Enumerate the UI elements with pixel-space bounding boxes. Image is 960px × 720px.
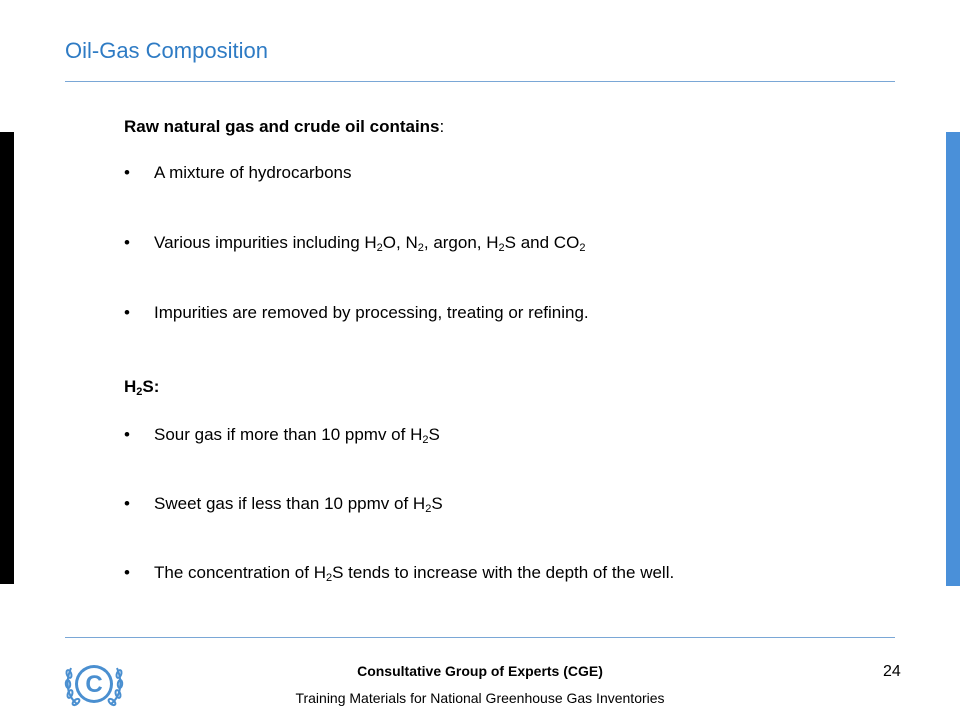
- section1-heading: [124, 117, 444, 137]
- left-accent-bar: [0, 132, 14, 584]
- slide-title: Oil-Gas Composition: [65, 38, 268, 63]
- subscript: 2: [498, 242, 505, 254]
- subscript: 2: [417, 242, 424, 254]
- section2-heading-bold: [124, 377, 159, 396]
- text-run: Sweet gas if less than 10 ppmv of H: [154, 494, 426, 513]
- text-run: , argon, H: [423, 233, 499, 252]
- title-divider: [65, 81, 895, 82]
- text-run: Various impurities including H: [154, 233, 377, 252]
- subscript: 2: [425, 503, 432, 515]
- subscript: 2: [422, 434, 429, 446]
- text-run: S:: [142, 377, 160, 396]
- bullet-icon: •: [124, 163, 130, 182]
- footer-subtitle: Training Materials for National Greenhouse Gas Inventories: [295, 690, 665, 706]
- bullet-icon: •: [124, 563, 130, 582]
- bullet-text: [154, 233, 585, 253]
- bullet-icon: •: [124, 233, 130, 252]
- subscript: 2: [579, 242, 586, 254]
- bullet-text: Impurities are removed by processing, treating or refining.: [154, 303, 589, 322]
- footer-divider: [65, 637, 895, 638]
- text-run: The concentration of H: [154, 563, 326, 582]
- footer-organization: Consultative Group of Experts (CGE): [357, 663, 603, 679]
- text-run: S: [428, 425, 440, 444]
- logo-letter: C: [85, 671, 103, 698]
- text-run: Sour gas if more than 10 ppmv of H: [154, 425, 423, 444]
- bullet-icon: •: [124, 425, 130, 444]
- bullet-icon: •: [124, 494, 130, 513]
- right-accent-bar: [946, 132, 960, 586]
- page-number: 24: [883, 663, 901, 680]
- text-run: S and CO: [504, 233, 580, 252]
- subscript: 2: [376, 242, 383, 254]
- bullet-text: [154, 494, 443, 514]
- text-run: H: [124, 377, 137, 396]
- section1-heading-colon: :: [439, 117, 445, 136]
- section1-heading-bold: Raw natural gas and crude oil contains: [124, 117, 440, 136]
- bullet-icon: •: [124, 303, 130, 322]
- text-run: S: [431, 494, 443, 513]
- text-run: S tends to increase with the depth of the well.: [332, 563, 675, 582]
- section2-heading: [124, 377, 159, 397]
- bullet-text: [154, 425, 440, 445]
- text-run: O, N: [382, 233, 418, 252]
- subscript: 2: [136, 386, 143, 398]
- bullet-text: A mixture of hydrocarbons: [154, 163, 352, 182]
- bullet-text: [154, 563, 674, 583]
- subscript: 2: [325, 572, 333, 584]
